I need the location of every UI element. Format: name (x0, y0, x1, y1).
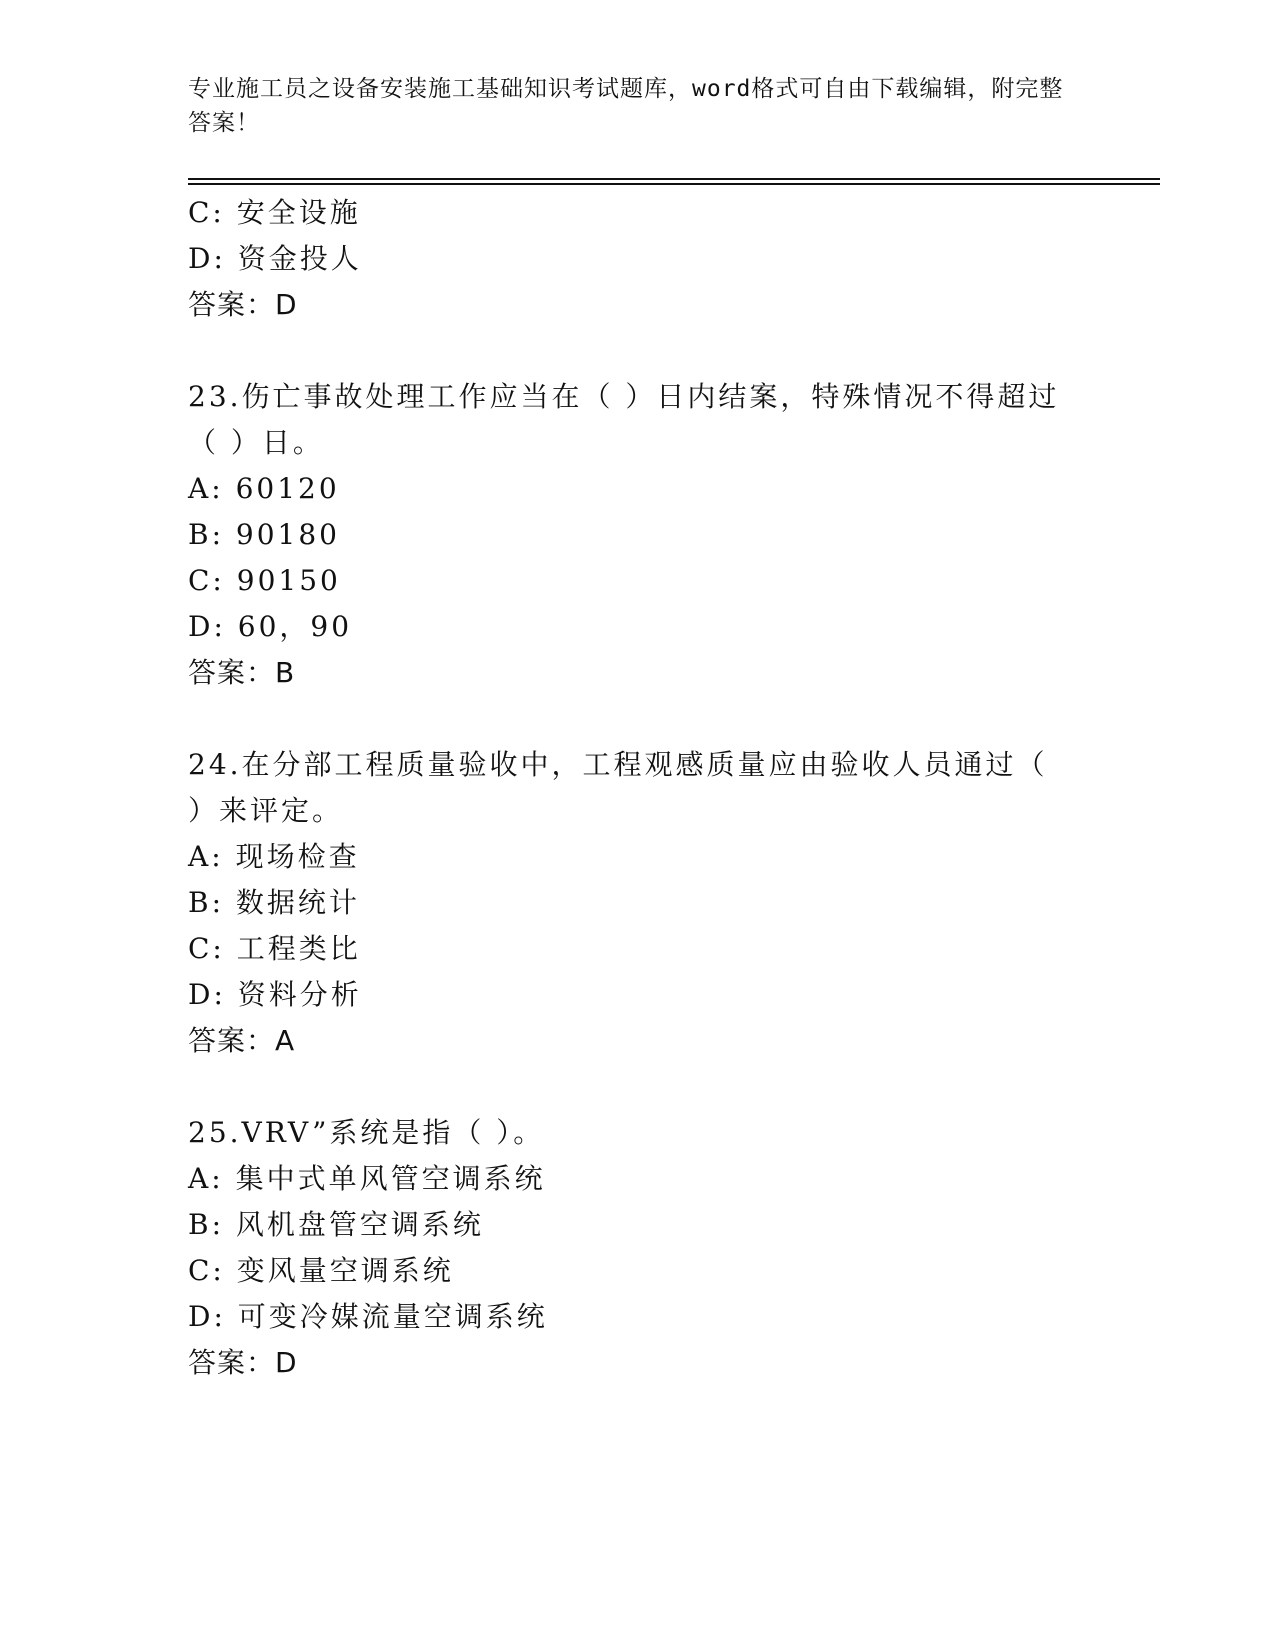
header-divider-bottom (188, 183, 1160, 185)
option-text: 集中式单风管空调系统 (235, 1162, 546, 1195)
option-c (188, 190, 1068, 236)
answer-line: 答案：B (188, 656, 296, 689)
option-label: C: (188, 1254, 225, 1287)
option-d (188, 1294, 1068, 1340)
spacer (188, 328, 1068, 374)
spacer (188, 696, 1068, 742)
answer-line: 答案：D (188, 288, 298, 321)
option-d (188, 604, 1068, 650)
question-24-block (188, 742, 1068, 1064)
option-d (188, 236, 1068, 282)
option-a (188, 834, 1068, 880)
option-text: 现场检查 (235, 840, 360, 873)
question-25-block (188, 1110, 1068, 1386)
answer-line: 答案：D (188, 1346, 298, 1379)
option-text: 60120 (235, 472, 340, 505)
option-text: 60，90 (237, 610, 353, 643)
header-divider-top (188, 178, 1160, 180)
prev-question-block (188, 190, 1068, 328)
option-label: A: (188, 1162, 224, 1195)
option-text: 可变冷媒流量空调系统 (237, 1300, 548, 1333)
option-text: 安全设施 (236, 196, 361, 229)
option-label: D: (188, 1300, 226, 1333)
option-c (188, 558, 1068, 604)
option-label: A: (188, 840, 224, 873)
option-text: 资金投人 (237, 242, 362, 275)
option-label: C: (188, 564, 225, 597)
option-label: B: (188, 1208, 225, 1241)
option-text: 数据统计 (235, 886, 360, 919)
option-label: B: (188, 518, 225, 551)
option-label: B: (188, 886, 225, 919)
option-text: 变风量空调系统 (236, 1254, 454, 1287)
option-label: D: (188, 242, 226, 275)
option-text: 工程类比 (236, 932, 361, 965)
option-label: D: (188, 610, 226, 643)
spacer (188, 1064, 1068, 1110)
option-c (188, 926, 1068, 972)
question-23-block (188, 374, 1068, 696)
option-b (188, 1202, 1068, 1248)
header-title: 专业施工员之设备安装施工基础知识考试题库，word格式可自由下载编辑，附完整答案！ (188, 76, 1064, 136)
answer-line: 答案：A (188, 1024, 296, 1057)
option-a (188, 1156, 1068, 1202)
option-text: 90150 (236, 564, 341, 597)
option-text: 90180 (235, 518, 340, 551)
option-label: C: (188, 932, 225, 965)
option-b (188, 512, 1068, 558)
question-list (188, 190, 1068, 1386)
option-c (188, 1248, 1068, 1294)
document-header (188, 72, 1068, 140)
question-text: 23.伤亡事故处理工作应当在（ ）日内结案，特殊情况不得超过（ ）日。 (188, 380, 1060, 459)
option-label: A: (188, 472, 224, 505)
option-d (188, 972, 1068, 1018)
question-text: 25.VRV”系统是指（ ）。 (188, 1116, 545, 1149)
option-text: 资料分析 (237, 978, 362, 1011)
question-text: 24.在分部工程质量验收中，工程观感质量应由验收人员通过（ ）来评定。 (188, 748, 1048, 827)
option-a (188, 466, 1068, 512)
option-b (188, 880, 1068, 926)
option-text: 风机盘管空调系统 (235, 1208, 484, 1241)
option-label: D: (188, 978, 226, 1011)
option-label: C: (188, 196, 225, 229)
